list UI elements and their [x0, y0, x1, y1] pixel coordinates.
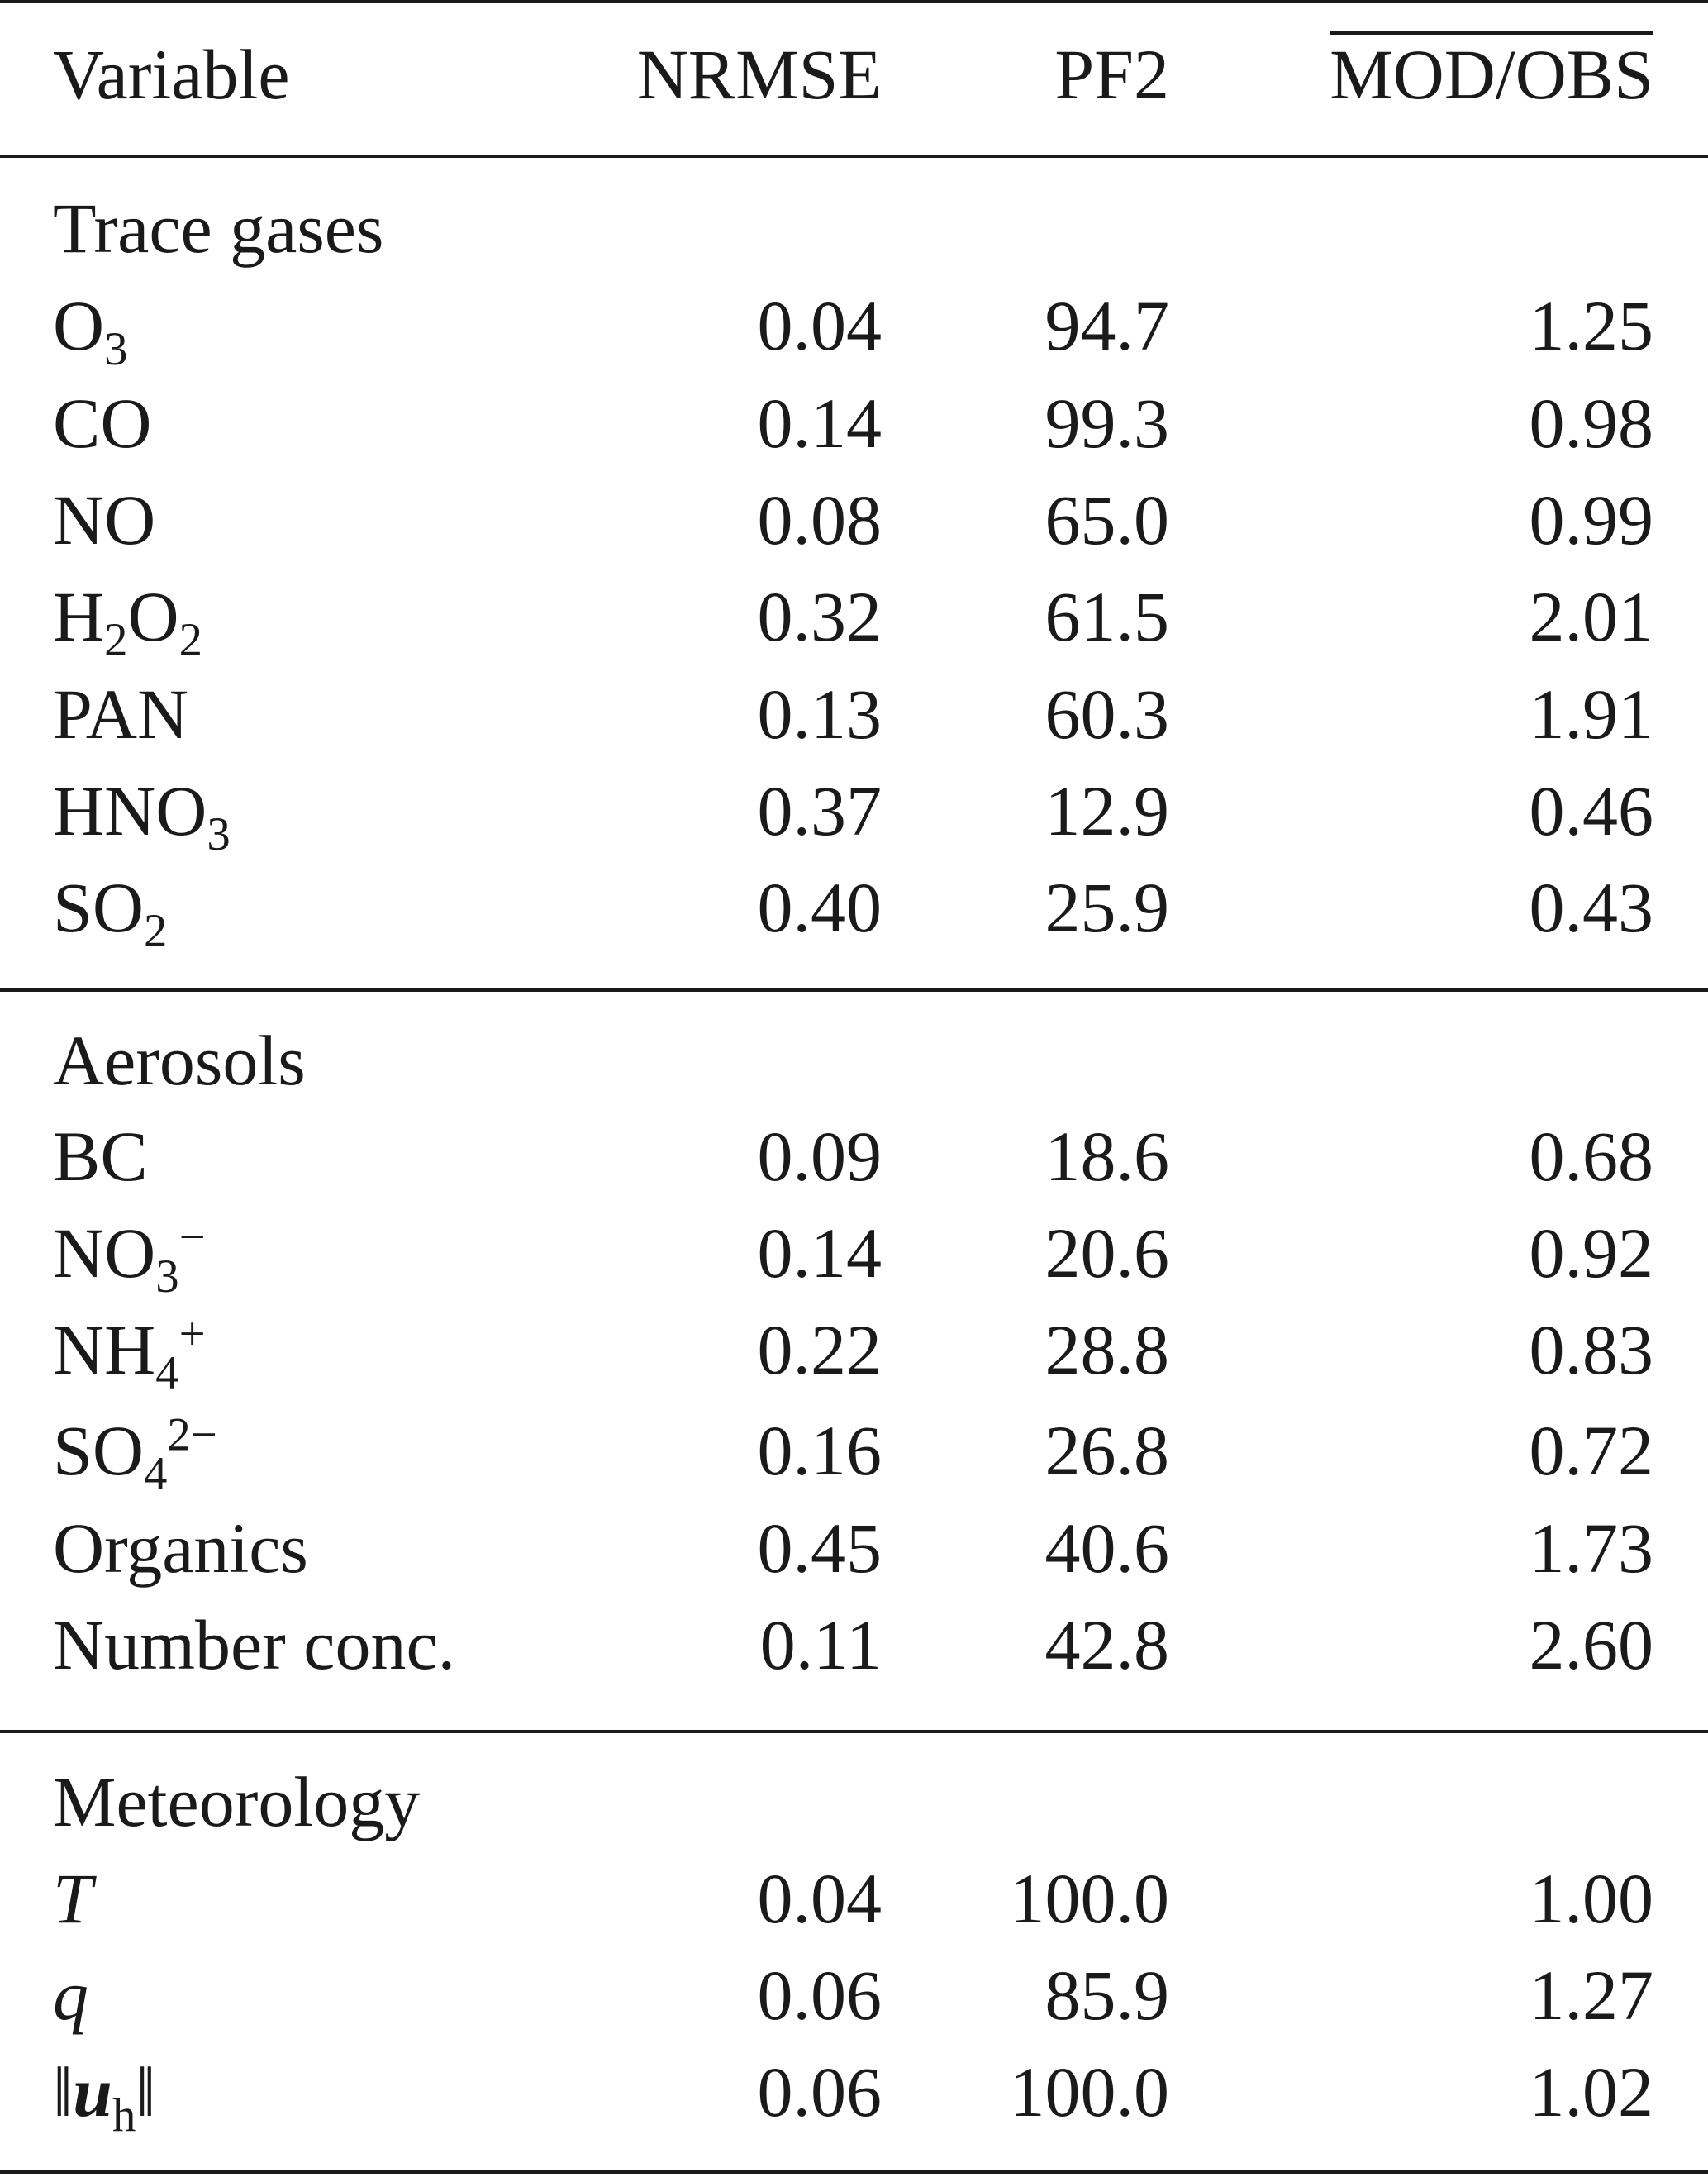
- nrmse-cell: 0.14: [757, 383, 882, 463]
- pf2-cell: 100.0: [1009, 1859, 1169, 1938]
- ratio-cell: 0.92: [1529, 1213, 1653, 1293]
- pf2-cell: 40.6: [1044, 1508, 1169, 1588]
- header-mod-obs-ratio: MOD/OBS: [1330, 35, 1653, 114]
- ratio-cell: 1.91: [1529, 674, 1653, 754]
- table-row: [0, 1108, 1708, 1204]
- ratio-cell: 1.00: [1529, 1859, 1653, 1938]
- variable-cell: $SO_4^{2-}$: [53, 1408, 217, 1501]
- bottom-rule: [0, 2170, 1708, 2174]
- variable-cell: $NH_4^+$: [53, 1308, 206, 1400]
- table-row: [0, 569, 1708, 665]
- ratio-cell: 1.02: [1529, 2052, 1653, 2132]
- nrmse-cell: 0.22: [757, 1310, 882, 1389]
- table-row: [0, 1403, 1708, 1501]
- table-row: [0, 1597, 1708, 1693]
- ratio-cell: 0.68: [1529, 1117, 1653, 1196]
- pf2-cell: 26.8: [1044, 1411, 1169, 1490]
- nrmse-cell: 0.09: [757, 1117, 882, 1196]
- nrmse-cell: 0.06: [757, 2052, 882, 2132]
- table-row: [0, 860, 1708, 958]
- section-title: Meteorology: [53, 1762, 421, 1841]
- nrmse-cell: 0.16: [757, 1411, 882, 1490]
- table-row: [0, 1302, 1708, 1398]
- table-row: [0, 1851, 1708, 1946]
- nrmse-cell: 0.32: [757, 577, 882, 656]
- nrmse-cell: 0.06: [757, 1955, 882, 2035]
- ratio-cell: 0.83: [1529, 1310, 1653, 1389]
- pf2-cell: 28.8: [1044, 1310, 1169, 1389]
- nrmse-cell: 0.40: [757, 868, 882, 947]
- pf2-cell: 94.7: [1044, 286, 1169, 365]
- variable-cell: $NO_3^-$: [53, 1211, 206, 1303]
- variable-cell: $O_3$: [53, 286, 128, 376]
- ratio-cell: 2.01: [1529, 577, 1653, 656]
- pf2-cell: 20.6: [1044, 1213, 1169, 1293]
- header-pf2: PF2: [1054, 35, 1169, 114]
- nrmse-cell: 0.14: [757, 1213, 882, 1293]
- ratio-cell: 0.98: [1529, 383, 1653, 463]
- section-title: Aerosols: [53, 1021, 306, 1100]
- ratio-cell: 0.46: [1529, 771, 1653, 850]
- pf2-cell: 25.9: [1044, 868, 1169, 947]
- nrmse-cell: 0.08: [757, 480, 882, 560]
- ratio-cell: 1.27: [1529, 1955, 1653, 2035]
- pf2-cell: 99.3: [1044, 383, 1169, 463]
- variable-cell: CO: [53, 383, 152, 463]
- ratio-cell: 0.72: [1529, 1411, 1653, 1490]
- ratio-cell: 0.43: [1529, 868, 1653, 947]
- table-row: [0, 1500, 1708, 1596]
- table-row: [0, 472, 1708, 568]
- table-row: [0, 2044, 1708, 2140]
- header-variable: Variable: [53, 35, 290, 114]
- pf2-cell: 85.9: [1044, 1955, 1169, 2035]
- ratio-cell: 2.60: [1529, 1605, 1653, 1684]
- variable-cell: $HNO_3$: [53, 771, 231, 861]
- variable-cell: Organics: [53, 1508, 308, 1588]
- nrmse-cell: 0.37: [757, 771, 882, 850]
- section-label-meteorology: [0, 1754, 1708, 1850]
- section-label-aerosols: [0, 1012, 1708, 1108]
- table-row: [0, 763, 1708, 859]
- ratio-cell: 1.25: [1529, 286, 1653, 365]
- table-row: [0, 375, 1708, 471]
- table-row: [0, 1947, 1708, 2043]
- pf2-cell: 61.5: [1044, 577, 1169, 656]
- header-rule: [0, 155, 1708, 158]
- variable-cell: Number conc.: [53, 1605, 456, 1684]
- nrmse-cell: 0.04: [757, 1859, 882, 1938]
- table-row: [0, 278, 1708, 374]
- section-rule: [0, 988, 1708, 992]
- section-label-trace-gases: [0, 180, 1708, 276]
- pf2-cell: 100.0: [1009, 2052, 1169, 2132]
- pf2-cell: 60.3: [1044, 674, 1169, 754]
- nrmse-cell: 0.04: [757, 286, 882, 365]
- ratio-cell: 0.99: [1529, 480, 1653, 560]
- nrmse-cell: 0.13: [757, 674, 882, 754]
- variable-cell: q: [53, 1955, 88, 2035]
- variable-cell: BC: [53, 1117, 148, 1196]
- variable-cell: $H_2O_2$: [53, 577, 202, 667]
- ratio-cell: 1.73: [1529, 1508, 1653, 1588]
- variable-cell: NO: [53, 480, 156, 560]
- table-row: [0, 666, 1708, 762]
- variable-cell: PAN: [53, 674, 189, 754]
- nrmse-cell: 0.11: [759, 1605, 882, 1684]
- header-nrmse: NRMSE: [636, 35, 882, 114]
- variable-cell: T: [53, 1859, 93, 1938]
- section-rule: [0, 1730, 1708, 1733]
- pf2-cell: 42.8: [1044, 1605, 1169, 1684]
- table-row: [0, 1205, 1708, 1301]
- top-rule: [0, 0, 1708, 3]
- nrmse-cell: 0.45: [757, 1508, 882, 1588]
- section-title: Trace gases: [53, 188, 384, 268]
- variable-cell: $SO_2$: [53, 868, 168, 958]
- pf2-cell: 12.9: [1044, 771, 1169, 850]
- header-row: [0, 26, 1708, 122]
- pf2-cell: 18.6: [1044, 1117, 1169, 1196]
- variable-cell: $‖u_h‖$: [53, 2052, 156, 2142]
- pf2-cell: 65.0: [1044, 480, 1169, 560]
